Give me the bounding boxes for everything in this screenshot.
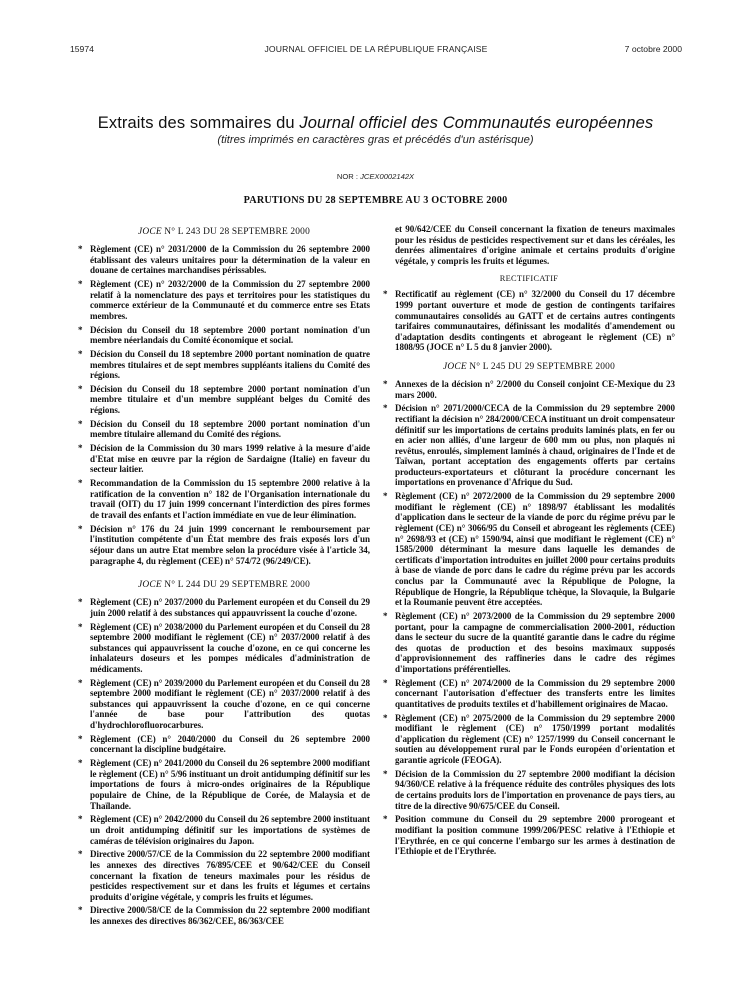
parutions-heading: PARUTIONS DU 28 SEPTEMBRE AU 3 OCTOBRE 2000 [243,195,508,206]
asterisk-icon: * [383,289,388,300]
nor-reference [40,172,711,181]
section-heading-l243 [78,227,370,237]
entry-text: Règlement (CE) n° 2042/2000 du Conseil du 26 septembre 2000 instituant un droit antidumping définitif sur les importations de systèmes de caméras de télévision originaires du Japon. [90,814,370,846]
list-item [78,758,370,811]
entries-l244 [78,597,370,927]
list-item [383,379,675,400]
list-item [78,478,370,520]
entry-text: Règlement (CE) n° 2041/2000 du Conseil du 26 septembre 2000 modifiant le règlement (CE) n° 5/96 instituant un droit antidumping définitif sur les importations de fours à micro-ondes originaires de la République populaire de Chine, de la République de Corée, de Malaysia et de Thaïlande. [90,758,370,811]
section-heading-l244 [78,580,370,590]
entry-text: Règlement (CE) n° 2072/2000 de la Commission du 29 septembre 2000 modifiant le règlement (CE) n° 1898/97 établissant les modalités d'application dans le secteur de la viande de porc du régime prévu par le règlement (CE) n° 3066/95 du Conseil et abrogeant les règlements (CEE) n° 2698/93 et (CE) n° 1590/94, ainsi que modifiant le règlement (CE) n° 1585/2000 déterminant la mesure dans laquelle les demandes de certificats d'importation introduites en juillet 2000 pour certains produits à base de viande de porc dans le cadre du régime prévu par les accords conclus par la Communauté avec la République de Pologne, la République de Hongrie, la République tchèque, la Slovaquie, la Bulgarie et la Roumanie peuvent être acceptées. [395,491,675,608]
entry-text: Directive 2000/58/CE de la Commission du 22 septembre 2000 modifiant les annexes des directives 86/362/CEE, 86/363/CEE [90,905,370,927]
entry-text: Rectificatif au règlement (CE) n° 32/2000 du Conseil du 17 décembre 1999 portant ouverture et mode de gestion de contingents tarifaires communautaires consolidés au GATT et de certains autres contingents tarifaires communautaires, définissant les modalités d'amendement ou d'adaptation desdits contingents et abrogeant le règlement (CE) n° 1808/95 (JOCE n° L 5 du 8 janvier 2000). [395,289,675,353]
entry-text: Règlement (CE) n° 2073/2000 de la Commission du 29 septembre 2000 portant, pour la campagne de commercialisation 2000-2001, réduction dans le secteur du sucre de la quantité garantie dans le cadre du régime des quotas de production et des besoins maximaux supposés d'approvisionnement des raffineries dans le cadre des régimes d'importations préférentielles. [395,610,675,674]
page-number: 15974 [70,44,94,54]
section-journal: JOCE [138,580,162,591]
asterisk-icon: * [78,814,83,825]
running-head [70,44,682,58]
page-subtitle: (titres imprimés en caractères gras et précédés d'un astérisque) [217,134,534,146]
list-item [78,325,370,346]
list-item [383,678,675,710]
list-item [78,597,370,618]
list-item [383,814,675,856]
asterisk-icon: * [78,478,83,489]
asterisk-icon: * [78,278,83,289]
list-item [78,384,370,416]
issue-date: 7 octobre 2000 [624,44,682,54]
list-item [78,734,370,755]
asterisk-icon: * [383,712,388,723]
asterisk-icon: * [383,610,388,621]
asterisk-icon: * [383,378,388,389]
list-item [78,443,370,475]
entry-text: Position commune du Conseil du 29 septembre 2000 prorogeant et modifiant la position commune 1999/206/PESC relative à l'Ethiopie et l'Erythrée, en ce qui concerne l'embargo sur les armes à destination de l'Ethiopie et de l'Erythrée. [395,814,675,857]
list-item [78,524,370,566]
entry-text: Règlement (CE) n° 2074/2000 de la Commission du 29 septembre 2000 concernant l'autorisation d'effectuer des transferts entre les limites quantitatives de produits textiles et d'habillement originaires de Macao. [395,677,675,709]
title-italic: Journal officiel des Communautés européennes [299,114,654,132]
entry-text: Règlement (CE) n° 2039/2000 du Parlement européen et du Conseil du 28 septembre 2000 modifiant le règlement (CE) n° 2037/2000 relatif à des substances qui appauvrissent la couche d'ozone, en ce qui concerne l'année de base pour l'attribution des quotas d'hydrochlorofluorocarbures. [90,677,370,731]
entry-text: Décision du Conseil du 18 septembre 2000 portant nomination d'un membre titulaire et d'un membre suppléant belges du Comité des régions. [90,383,370,416]
asterisk-icon: * [383,814,388,825]
entry-text: Règlement (CE) n° 2075/2000 de la Commission du 29 septembre 2000 modifiant le règlement (CE) n° 1750/1999 portant modalités d'application du règlement (CE) n° 1257/1999 du Conseil concernant le soutien au développement rural par le Fonds européen d'orientation et garantie agricole (FEOGA). [395,712,675,766]
section-journal: JOCE [443,361,467,372]
entries-l243 [78,244,370,566]
asterisk-icon: * [78,523,83,534]
list-item [78,678,370,731]
section-heading-l245 [383,362,675,372]
asterisk-icon: * [78,244,83,254]
asterisk-icon: * [383,677,388,688]
entry-text: Décision n° 176 du 24 juin 1999 concernant le remboursement par l'institution compétente d'un État membre des frais exposés lors d'un séjour dans un autre Etat membre selon la procédure visée à l'article 34, paragraphe 4, du règlement (CEE) n° 574/72 (96/249/CE). [90,523,370,566]
section-rest: N° L 243 DU 28 SEPTEMBRE 2000 [161,227,310,237]
entry-text: Règlement (CE) n° 2037/2000 du Parlement européen et du Conseil du 29 juin 2000 relatif à des substances qui appauvrissent la couche d'ozone. [90,597,370,618]
entry-text: Décision de la Commission du 30 mars 1999 relative à la mesure d'aide d'Etat mise en œuvre par la région de Sardaigne (Italie) en faveur du secteur laitier. [90,443,370,475]
list-item [78,279,370,321]
list-item [383,713,675,766]
list-item [383,769,675,811]
asterisk-icon: * [78,677,83,688]
continuation-text: et 90/642/CEE du Conseil concernant la fixation de teneurs maximales pour les résidus de pesticides respectivement sur et dans les céréales, les denrées alimentaires d'origine animale et certains produits d'origine végétale, y compris les fruits et légumes. [395,224,675,266]
right-column [383,224,675,860]
entry-text: Règlement (CE) n° 2040/2000 du Conseil du 26 septembre 2000 concernant la discipline budgétaire. [90,733,370,755]
nor-label: NOR : [336,172,361,181]
list-item [383,491,675,608]
entry-text: Règlement (CE) n° 2031/2000 de la Commission du 26 septembre 2000 établissant des valeurs unitaires pour la détermination de la valeur en douane de certaines marchandises périssables. [90,244,370,276]
section-rest: N° L 245 DU 29 SEPTEMBRE 2000 [466,361,615,372]
entries-rectificatif [383,289,675,353]
journal-title: JOURNAL OFFICIEL DE LA RÉPUBLIQUE FRANÇAISE [264,44,488,54]
list-item [383,289,675,353]
list-item [78,849,370,902]
entry-text: Annexes de la décision n° 2/2000 du Conseil conjoint CE-Mexique du 23 mars 2000. [395,378,675,400]
list-item [78,622,370,675]
asterisk-icon: * [78,443,83,454]
section-rest: N° L 244 DU 29 SEPTEMBRE 2000 [161,580,310,591]
list-item [78,349,370,381]
asterisk-icon: * [78,348,83,359]
left-column [78,224,370,930]
list-item [78,244,370,276]
section-journal: JOCE [138,227,162,237]
asterisk-icon: * [78,733,83,744]
entry-text: Règlement (CE) n° 2038/2000 du Parlement européen et du Conseil du 28 septembre 2000 modifiant le règlement (CE) n° 2037/2000 relatif à des substances qui appauvrissent la couche d'ozone, en ce qui concerne les inhalateurs doseurs et les pompes médicales d'administration de médicaments. [90,621,370,674]
entry-text: Directive 2000/57/CE de la Commission du 22 septembre 2000 modifiant les annexes des directives 76/895/CEE et 90/642/CEE du Conseil concernant la fixation de teneurs maximales pour les résidus de pesticides respectivement sur et dans les fruits et légumes et certains produits d'origine végétale, y compris les fruits et légumes. [90,849,370,902]
entries-l245 [383,379,675,857]
asterisk-icon: * [383,768,388,779]
asterisk-icon: * [383,491,388,502]
asterisk-icon: * [383,403,388,414]
asterisk-icon: * [78,418,83,429]
entry-text: Décision n° 2071/2000/CECA de la Commission du 29 septembre 2000 rectifiant la décision n° 284/2000/CECA instituant un droit compensateur définitif sur les importations de certains produits laminés plats, en fer ou en acier non alliés, d'une largeur de 600 mm ou plus, non plaqués ni revêtus, enroulés, simplement laminés à chaud, originaires de l'Inde et de Taïwan, portant acceptation des engagements offerts par certains producteurs-exportateurs et clôturant la procédure concernant les importations en provenance d'Afrique du Sud. [395,403,675,488]
entry-text: Décision du Conseil du 18 septembre 2000 portant nomination d'un membre néerlandais du Comité économique et social. [90,324,370,346]
asterisk-icon: * [78,597,83,608]
entry-text: Recommandation de la Commission du 15 septembre 2000 relative à la ratification de la convention n° 182 de l'Organisation internationale du travail (OIT) du 17 juin 1999 concernant l'interdiction des pires formes de travail des enfants et l'action immédiate en vue de leur élimination. [90,478,370,520]
asterisk-icon: * [78,758,83,769]
list-item [78,905,370,926]
entry-text: Décision du Conseil du 18 septembre 2000 portant nomination de quatre membres titulaires et de sept membres suppléants italiens du Comité des régions. [90,348,370,381]
list-item [383,611,675,675]
list-item [78,814,370,846]
entry-text: Règlement (CE) n° 2032/2000 de la Commission du 27 septembre 2000 relatif à la nomenclature des pays et territoires pour les statistiques du commerce extérieur de la Communauté et du commerce entre ses Etats membres. [90,278,370,321]
entry-text: Décision de la Commission du 27 septembre 2000 modifiant la décision 94/360/CE relative à la fréquence réduite des contrôles physiques des lots de certains produits lors de l'importation en provenance de pays tiers, au titre de la directive 90/675/CEE du Conseil. [395,768,675,811]
title-prefix: Extraits des sommaires du [97,114,300,132]
entry-text: Décision du Conseil du 18 septembre 2000 portant nomination d'un membre titulaire allemand du Comité des régions. [90,418,370,440]
asterisk-icon: * [78,621,83,632]
page-title [40,114,711,133]
list-item [383,403,675,488]
asterisk-icon: * [78,383,83,394]
asterisk-icon: * [78,324,83,335]
asterisk-icon: * [78,849,83,860]
list-item [78,419,370,440]
asterisk-icon: * [78,905,83,916]
rectificatif-heading: RECTIFICATIF [499,274,559,284]
nor-value: JCEX0002142X [360,172,415,181]
